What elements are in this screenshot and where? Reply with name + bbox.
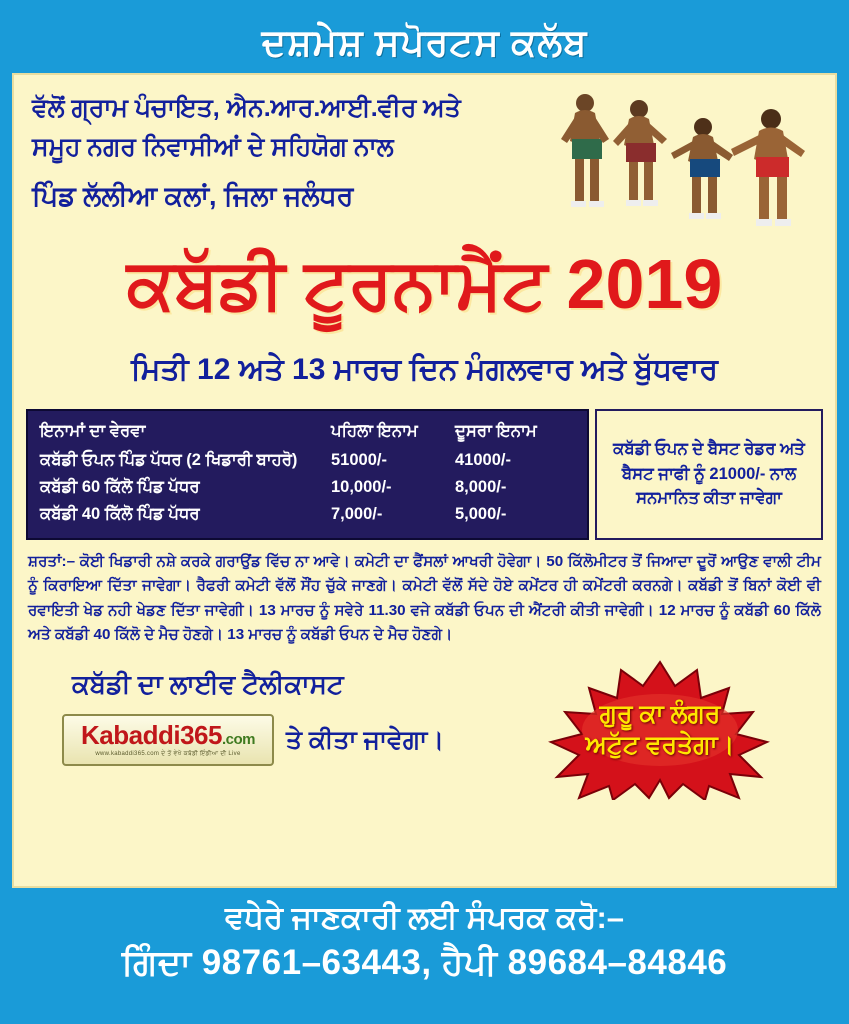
prize-table bbox=[26, 409, 589, 540]
kabaddi365-logo-domain: .com bbox=[221, 731, 255, 748]
langar-line-2: ਅਟੁੱਟ ਵਰਤੇਗਾ। bbox=[585, 731, 735, 759]
telecast-label: ਕਬੱਡੀ ਦਾ ਲਾਈਵ ਟੈਲੀਕਾਸਟ bbox=[72, 669, 344, 699]
event-title: ਕਬੱਡੀ ਟੂਰਨਾਮੈਂਟ 2019 bbox=[126, 244, 723, 323]
telecast-section bbox=[14, 664, 835, 814]
prize-detail: ਕਬੱਡੀ ਓਪਨ ਪਿੰਡ ਪੱਧਰ (2 ਖਿਡਾਰੀ ਬਾਹਰੋ) bbox=[40, 450, 298, 469]
table-row bbox=[38, 447, 577, 474]
table-row bbox=[38, 501, 577, 528]
prize-detail: ਕਬੱਡੀ 60 ਕਿੱਲੋ ਪਿੰਡ ਪੱਧਰ bbox=[40, 477, 200, 496]
prize-col-detail: ਇਨਾਮਾਂ ਦਾ ਵੇਰਵਾ bbox=[40, 421, 146, 440]
best-player-award-note: ਕਬੱਡੀ ਓਪਨ ਦੇ ਬੈਸਟ ਰੇਡਰ ਅਤੇ ਬੈਸਟ ਜਾਫੀ ਨੂੰ 21000/- ਨਾਲ ਸਨਮਾਨਿਤ ਕੀਤਾ ਜਾਵੇਗਾ bbox=[595, 409, 823, 540]
contact-numbers: ਗਿੰਦਾ 98761–63443, ਹੈਪੀ 89684–84846 bbox=[121, 943, 728, 982]
telecast-logo-row bbox=[62, 714, 444, 766]
prize-col-first: ਪਹਿਲਾ ਇਨਾਮ bbox=[331, 421, 418, 440]
prize-table-header-row bbox=[38, 419, 577, 447]
terms-and-conditions: ਸ਼ਰਤਾਂ:– ਕੋਈ ਖਿਡਾਰੀ ਨਸ਼ੇ ਕਰਕੇ ਗਰਾਉਂਡ ਵਿੱਚ ਨਾ ਆਵੇ। ਕਮੇਟੀ ਦਾ ਫੈਂਸਲਾਂ ਆਖਰੀ ਹੋਵੇਗਾ। 50 ਕਿੱਲੋਮੀਟਰ ਤੋਂ ਜਿਆਦਾ ਦੂਰੋਂ ਆਉਣ ਵਾਲੀ ਟੀਮ ਨੂੰ ਕਿਰਾਇਆ ਦਿੱਤਾ ਜਾਵੇਗਾ। ਰੈਫਰੀ ਕਮੇਟੀ ਵੱਲੋਂ ਸੌਂਹ ਚੁੱਕੇ ਜਾਣਗੇ। ਕਮੇਟੀ ਵੱਲੋਂ ਸੱਦੇ ਹੋਏ ਕਮੇਂਟਰ ਹੀ ਕਮੇਂਟਰੀ ਕਰਨਗੇ। ਕਬੱਡੀ ਤੋਂ ਬਿਨਾਂ ਕੋਈ ਵੀ ਰਵਾਇਤੀ ਖੇਡ ਨਹੀ ਖੇਡਣ ਦਿੱਤਾ ਜਾਵੇਗੀ। 13 ਮਾਰਚ ਨੂੰ ਸਵੇਰੇ 11.30 ਵਜੇ ਕਬੱਡੀ ਓਪਨ ਦੀ ਐਂਟਰੀ ਕੀਤੀ ਜਾਵੇਗੀ। 12 ਮਾਰਚ ਨੂੰ ਕਬੱਡੀ 60 ਕਿੱਲੋ ਅਤੇ ਕਬੱਡੀ 40 ਕਿੱਲੋ ਦੇ ਮੈਚ ਹੋਣਗੇ। 13 ਮਾਰਚ ਨੂੰ ਕਬੱਡੀ ਓਪਨ ਦੇ ਮੈਚ ਹੋਣਗੇ। bbox=[28, 552, 821, 644]
kabaddi365-logo-main: Kabaddi365 bbox=[81, 720, 222, 750]
prize-second: 8,000/- bbox=[455, 477, 507, 496]
main-panel bbox=[12, 73, 837, 888]
prize-first: 7,000/- bbox=[331, 504, 383, 523]
kabaddi-players-photo bbox=[527, 89, 827, 259]
village-line: ਪਿੰਡ ਲੱਲੀਆ ਕਲਾਂ, ਜਿਲਾ ਜਲੰਧਰ bbox=[32, 180, 354, 211]
kabaddi365-logo-tagline: www.kabaddi365.com ਦੇ ਤੋਂ ਵੇਖੋ ਕਬੱਡੀ ਇੰਡੀਆ ਦੀ Live bbox=[95, 751, 241, 757]
prize-col-second: ਦੂਸਰਾ ਇਨਾਮ bbox=[455, 421, 537, 440]
intro-block bbox=[14, 75, 570, 167]
prize-second: 41000/- bbox=[455, 450, 511, 469]
prize-detail: ਕਬੱਡੀ 40 ਕਿੱਲੋ ਪਿੰਡ ਪੱਧਰ bbox=[40, 504, 200, 523]
prize-second: 5,000/- bbox=[455, 504, 507, 523]
table-row bbox=[38, 474, 577, 501]
intro-line-2: ਸਮੂਹ ਨਗਰ ਨਿਵਾਸੀਆਂ ਦੇ ਸਹਿਯੋਗ ਨਾਲ bbox=[32, 132, 394, 161]
intro-line-1: ਵੱਲੋਂ ਗ੍ਰਾਮ ਪੰਚਾਇਤ, ਐਨ.ਆਰ.ਆਈ.ਵੀਰ ਅਤੇ bbox=[32, 94, 461, 122]
kabaddi365-logo[interactable] bbox=[62, 714, 274, 766]
contact-label: ਵਧੇਰੇ ਜਾਣਕਾਰੀ ਲਈ ਸੰਪਰਕ ਕਰੋ:– bbox=[224, 900, 625, 935]
event-date-line: ਮਿਤੀ 12 ਅਤੇ 13 ਮਾਰਚ ਦਿਨ ਮੰਗਲਵਾਰ ਅਤੇ ਬੁੱਧਵਾਰ bbox=[131, 352, 718, 386]
telecast-after-logo-text: ਤੇ ਕੀਤਾ ਜਾਵੇਗਾ। bbox=[286, 725, 445, 754]
footer bbox=[0, 888, 849, 983]
langar-line-1: ਗੁਰੂ ਕਾ ਲੰਗਰ bbox=[599, 699, 721, 728]
prize-first: 51000/- bbox=[331, 450, 387, 469]
prize-section bbox=[26, 409, 823, 540]
club-title: ਦਸ਼ਮੇਸ਼ ਸਪੋਰਟਸ ਕਲੱਬ bbox=[261, 22, 588, 63]
langar-starburst bbox=[525, 660, 795, 800]
prize-first: 10,000/- bbox=[331, 477, 392, 496]
